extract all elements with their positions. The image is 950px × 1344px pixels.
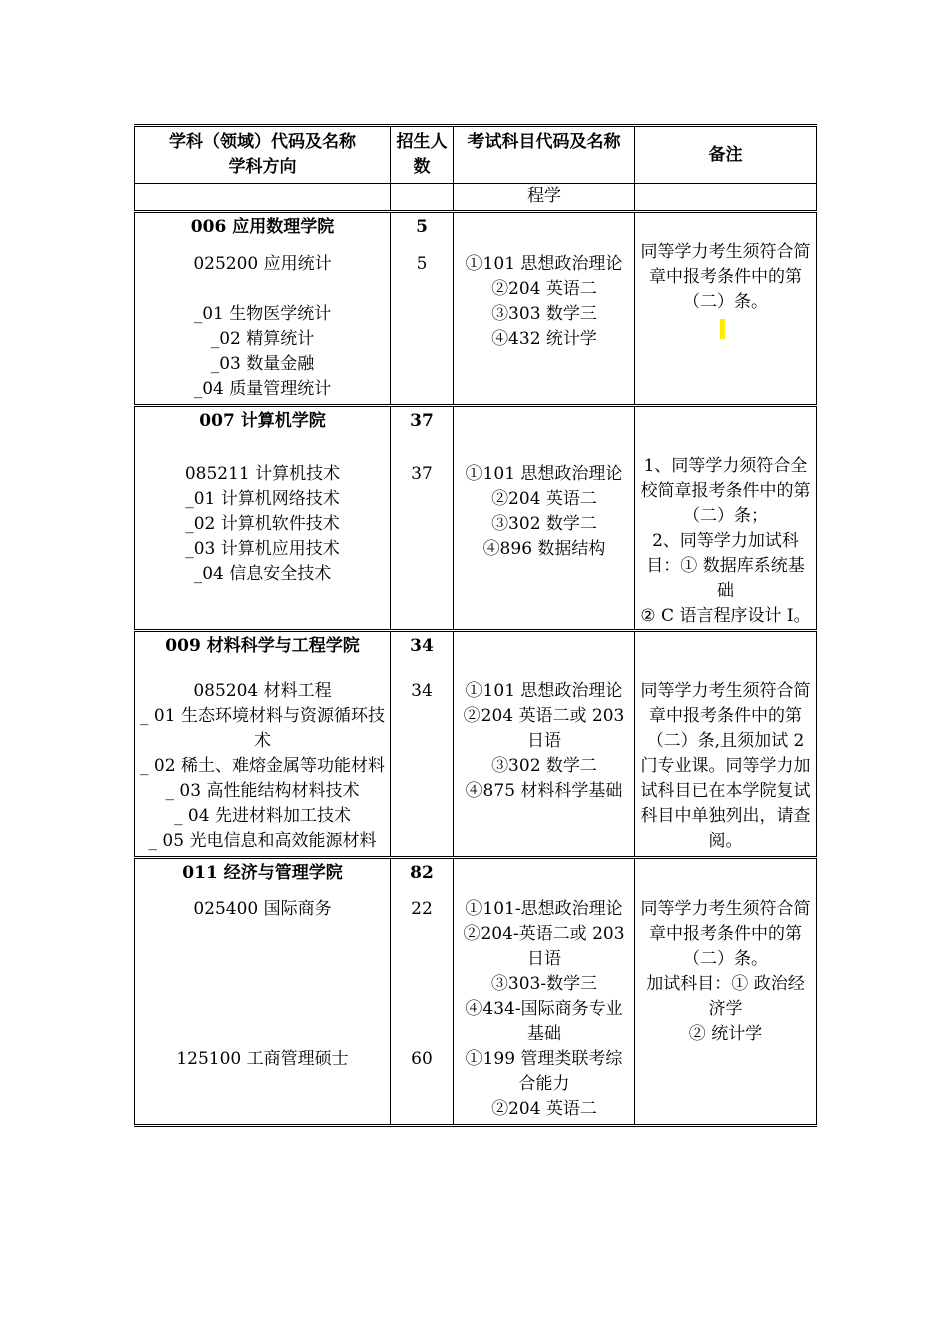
program-count: 37 (411, 463, 433, 484)
program-count: 60 (411, 1049, 433, 1069)
direction-item: _ 02 稀土、难熔金属等功能材料 (140, 756, 385, 776)
direction-item: _04 质量管理统计 (193, 379, 332, 399)
college-name: 011 经济与管理学院 (135, 858, 391, 887)
exam-item: ②204 英语二 (491, 1099, 597, 1119)
header-enrollment: 招生人数 (391, 126, 454, 184)
exam-cell (454, 659, 635, 858)
header-remarks: 备注 (635, 126, 817, 184)
program-name: 085204 材料工程 (193, 681, 332, 701)
program-cell (135, 886, 391, 1047)
program-cell (135, 1047, 391, 1126)
continuation-row (135, 184, 817, 212)
exam-item: ④875 材料科学基础 (465, 781, 623, 801)
college-name: 006 应用数理学院 (135, 212, 391, 241)
exam-item: ④434-国际商务专业基础 (465, 999, 623, 1044)
exam-cell (454, 442, 635, 631)
direction-item: _03 计算机应用技术 (185, 538, 340, 559)
program-count: 34 (411, 681, 433, 701)
college-row (135, 212, 817, 241)
exam-item: ②204 英语二 (491, 488, 597, 509)
college-remark: 同等学力考生须符合简章中报考条件中的第（二）条。 (635, 212, 817, 406)
exam-item: ①101 思想政治理论 (465, 681, 623, 701)
direction-item: _ 04 先进材料加工技术 (174, 806, 351, 826)
program-name: 025400 国际商务 (193, 899, 332, 919)
direction-item: _04 信息安全技术 (193, 563, 332, 584)
exam-cell (454, 240, 635, 406)
exam-item: ③302 数学二 (491, 513, 597, 534)
college-total: 37 (391, 406, 454, 442)
college-total: 5 (391, 212, 454, 241)
college-remark: 同等学力考生须符合简章中报考条件中的第（二）条。 加试科目：① 政治经济学 ② 统计学 (635, 858, 817, 1126)
exam-item: ①199 管理类联考综合能力 (465, 1049, 623, 1094)
program-name: 085211 计算机技术 (184, 463, 341, 484)
exam-item: ②204 英语二 (491, 279, 597, 299)
exam-item: ④432 统计学 (491, 329, 597, 349)
exam-item: ③302 数学二 (491, 756, 597, 776)
college-total: 34 (391, 631, 454, 660)
direction-item: _02 计算机软件技术 (185, 513, 340, 534)
continuation-exam: 程学 (454, 184, 635, 212)
admissions-table (134, 124, 817, 1127)
header-discipline: 学科（领域）代码及名称 学科方向 (135, 126, 391, 184)
exam-item: ①101-思想政治理论 (465, 899, 623, 919)
table-header-row (135, 126, 817, 184)
direction-item: _ 05 光电信息和高效能源材料 (148, 831, 377, 851)
direction-item: _01 计算机网络技术 (185, 488, 340, 509)
college-name: 007 计算机学院 (135, 406, 391, 442)
program-cell (135, 442, 391, 631)
exam-cell (454, 1047, 635, 1126)
college-name: 009 材料科学与工程学院 (135, 631, 391, 660)
direction-item: _ 03 高性能结构材料技术 (165, 781, 360, 801)
direction-item: _01 生物医学统计 (193, 304, 332, 324)
program-name: 025200 应用统计 (193, 254, 332, 274)
program-count: 5 (416, 254, 428, 274)
direction-item: _03 数量金融 (210, 354, 315, 374)
exam-item: ①101 思想政治理论 (465, 463, 623, 484)
college-row (135, 858, 817, 887)
exam-item: ②204-英语二或 203 日语 (463, 924, 625, 969)
direction-item: _02 精算统计 (210, 329, 315, 349)
college-total: 82 (391, 858, 454, 887)
exam-item: ③303-数学三 (490, 974, 598, 994)
college-remark: 同等学力考生须符合简章中报考条件中的第（二）条,且须加试 2 门专业课。同等学力加试科目已在本学院复试科目中单独列出，请查阅。 (635, 631, 817, 858)
exam-item: ③303 数学三 (491, 304, 597, 324)
college-remark: 1、同等学力须符合全校简章报考条件中的第（二）条； 2、同等学力加试科目：① 数据库系统基础 ② C 语言程序设计 I。 (635, 406, 817, 631)
header-exam-subjects: 考试科目代码及名称 (454, 126, 635, 184)
college-row (135, 631, 817, 660)
exam-item: ②204 英语二或 203 日语 (463, 706, 625, 751)
program-cell (135, 659, 391, 858)
program-cell (135, 240, 391, 406)
exam-item: ①101 思想政治理论 (465, 254, 623, 274)
direction-item: _ 01 生态环境材料与资源循环技术 (140, 706, 385, 751)
program-name: 125100 工商管理硕士 (176, 1049, 349, 1069)
highlight-mark (720, 319, 725, 339)
exam-item: ④896 数据结构 (482, 538, 606, 559)
program-count: 22 (411, 899, 433, 919)
exam-cell (454, 886, 635, 1047)
college-row (135, 406, 817, 442)
